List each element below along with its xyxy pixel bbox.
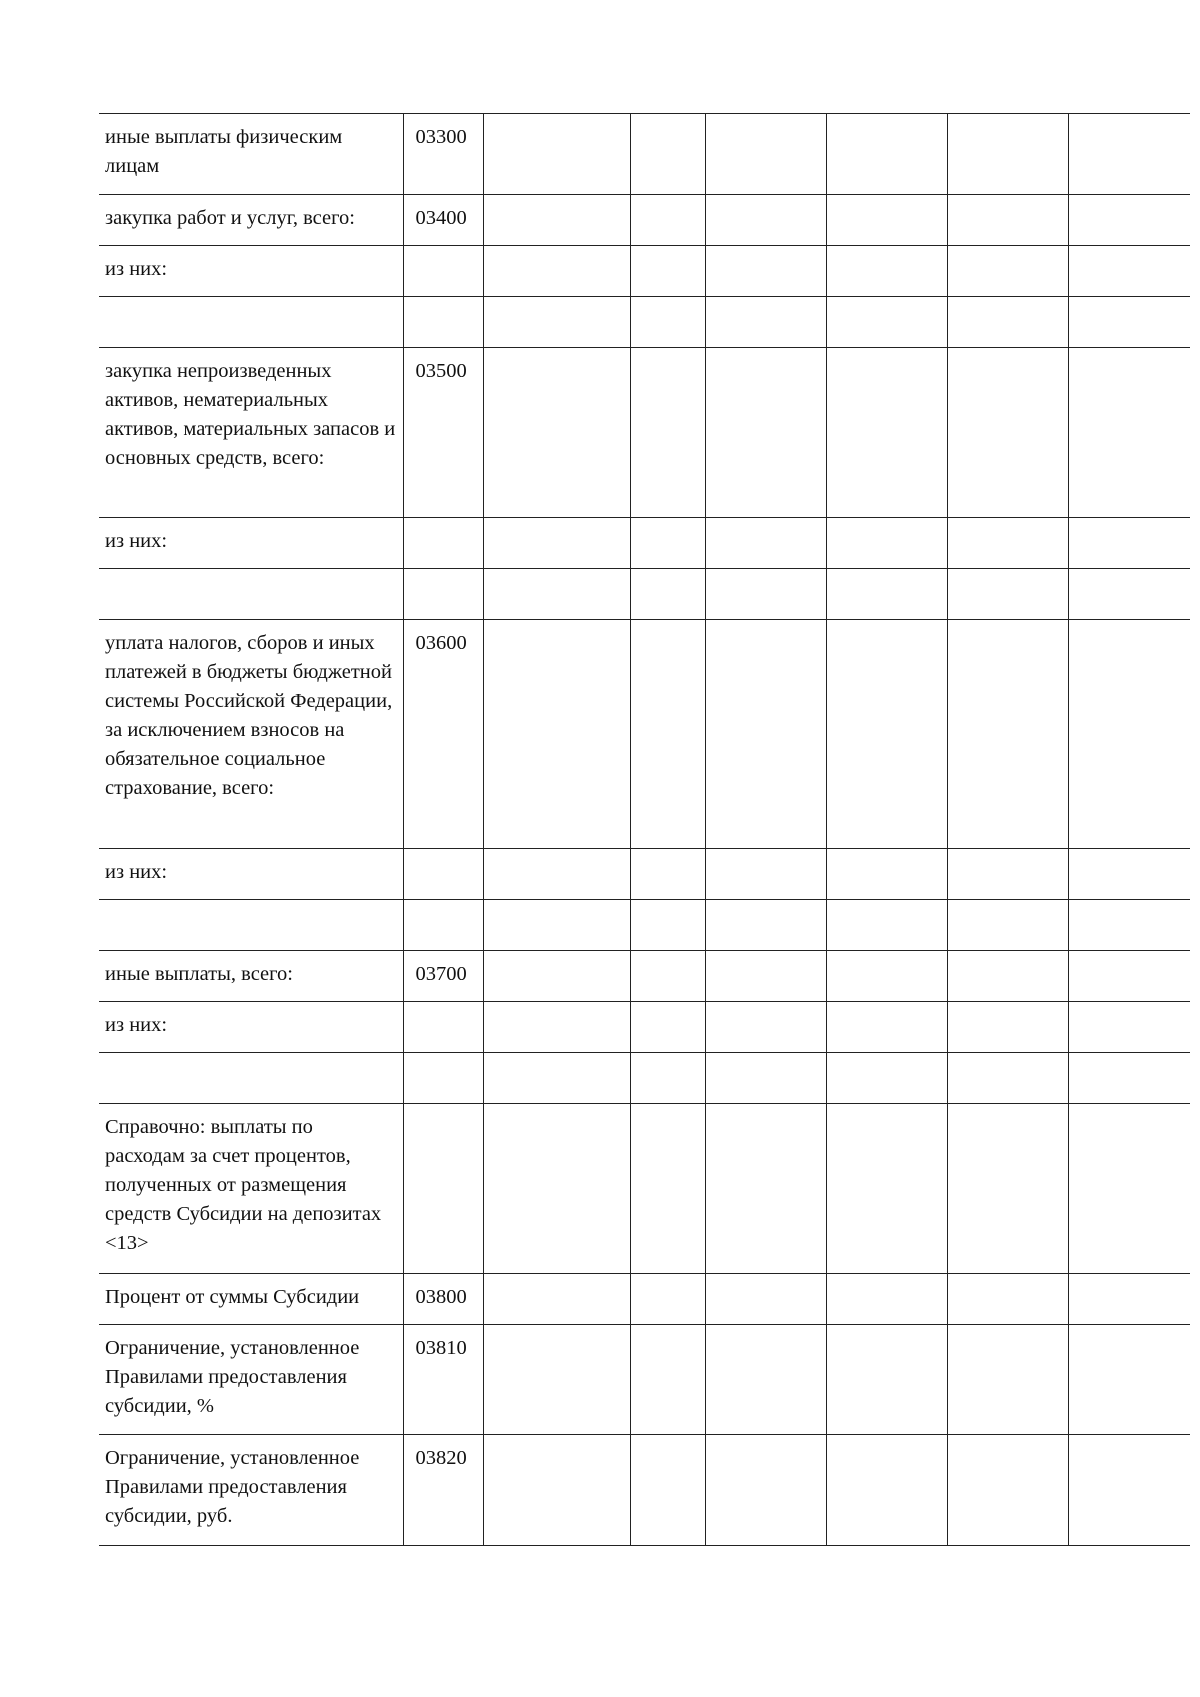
row-name-cell: иные выплаты, всего: — [99, 951, 403, 1002]
value-cell — [947, 518, 1068, 569]
row-code-cell — [403, 246, 483, 297]
value-cell — [630, 297, 705, 348]
value-cell — [630, 1274, 705, 1325]
value-cell — [630, 114, 705, 195]
value-cell — [947, 569, 1068, 620]
row-code-cell — [403, 1002, 483, 1053]
value-cell — [705, 114, 826, 195]
value-cell — [483, 1274, 630, 1325]
value-cell — [826, 849, 947, 900]
row-name-cell: из них: — [99, 849, 403, 900]
row-code-cell — [403, 849, 483, 900]
value-cell — [1068, 951, 1190, 1002]
value-cell — [1068, 1053, 1190, 1104]
row-name-cell — [99, 297, 403, 348]
value-cell — [947, 900, 1068, 951]
value-cell — [705, 297, 826, 348]
row-code-cell — [403, 569, 483, 620]
value-cell — [1068, 246, 1190, 297]
value-cell — [826, 1104, 947, 1274]
row-code-cell: 03810 — [403, 1325, 483, 1435]
row-name-cell: уплата налогов, сборов и иных платежей в бюджеты бюджетной системы Российской Федерации, за исключением взносов на обязательное социальное страхование, всего: — [99, 620, 403, 849]
value-cell — [483, 569, 630, 620]
table-row — [99, 1325, 1190, 1435]
value-cell — [630, 569, 705, 620]
row-name-cell — [99, 569, 403, 620]
row-code-cell: 03600 — [403, 620, 483, 849]
value-cell — [483, 195, 630, 246]
value-cell — [947, 1053, 1068, 1104]
value-cell — [1068, 1274, 1190, 1325]
value-cell — [947, 1325, 1068, 1435]
value-cell — [947, 620, 1068, 849]
value-cell — [705, 569, 826, 620]
value-cell — [705, 246, 826, 297]
value-cell — [483, 114, 630, 195]
value-cell — [630, 1104, 705, 1274]
value-cell — [705, 1325, 826, 1435]
table-row — [99, 1104, 1190, 1274]
value-cell — [630, 849, 705, 900]
table-row — [99, 1053, 1190, 1104]
value-cell — [947, 195, 1068, 246]
value-cell — [630, 951, 705, 1002]
table-row — [99, 569, 1190, 620]
value-cell — [947, 114, 1068, 195]
value-cell — [483, 1325, 630, 1435]
value-cell — [705, 348, 826, 518]
row-name-cell: из них: — [99, 1002, 403, 1053]
value-cell — [483, 849, 630, 900]
row-code-cell: 03800 — [403, 1274, 483, 1325]
row-name-cell: закупка работ и услуг, всего: — [99, 195, 403, 246]
value-cell — [826, 1325, 947, 1435]
value-cell — [483, 518, 630, 569]
value-cell — [826, 620, 947, 849]
table-row — [99, 114, 1190, 195]
row-name-cell: Справочно: выплаты по расходам за счет процентов, полученных от размещения средств Субсидии на депозитах <13> — [99, 1104, 403, 1274]
value-cell — [1068, 348, 1190, 518]
value-cell — [630, 1002, 705, 1053]
value-cell — [826, 951, 947, 1002]
value-cell — [630, 1325, 705, 1435]
value-cell — [947, 1274, 1068, 1325]
value-cell — [826, 900, 947, 951]
value-cell — [1068, 900, 1190, 951]
table-row — [99, 951, 1190, 1002]
value-cell — [483, 1104, 630, 1274]
value-cell — [1068, 1002, 1190, 1053]
value-cell — [705, 900, 826, 951]
value-cell — [947, 348, 1068, 518]
value-cell — [483, 1002, 630, 1053]
value-cell — [705, 1053, 826, 1104]
value-cell — [947, 1002, 1068, 1053]
row-name-cell: закупка непроизведенных активов, нематериальных активов, материальных запасов и основных средств, всего: — [99, 348, 403, 518]
value-cell — [1068, 1435, 1190, 1546]
row-code-cell — [403, 297, 483, 348]
value-cell — [1068, 569, 1190, 620]
table-body — [99, 114, 1190, 1546]
value-cell — [826, 1002, 947, 1053]
value-cell — [705, 518, 826, 569]
row-code-cell — [403, 1104, 483, 1274]
value-cell — [705, 1002, 826, 1053]
row-name-cell: из них: — [99, 246, 403, 297]
row-code-cell — [403, 1053, 483, 1104]
value-cell — [947, 849, 1068, 900]
value-cell — [630, 518, 705, 569]
value-cell — [1068, 1104, 1190, 1274]
table-row — [99, 900, 1190, 951]
value-cell — [705, 1435, 826, 1546]
value-cell — [1068, 114, 1190, 195]
table-row — [99, 620, 1190, 849]
row-code-cell: 03700 — [403, 951, 483, 1002]
value-cell — [630, 1053, 705, 1104]
report-table — [99, 113, 1190, 1546]
row-name-cell: иные выплаты физическим лицам — [99, 114, 403, 195]
table-row — [99, 246, 1190, 297]
value-cell — [947, 1104, 1068, 1274]
table-row — [99, 1002, 1190, 1053]
row-name-cell — [99, 900, 403, 951]
value-cell — [705, 951, 826, 1002]
value-cell — [630, 348, 705, 518]
value-cell — [630, 620, 705, 849]
value-cell — [630, 246, 705, 297]
row-name-cell — [99, 1053, 403, 1104]
value-cell — [826, 1274, 947, 1325]
value-cell — [705, 195, 826, 246]
table-row — [99, 849, 1190, 900]
value-cell — [630, 900, 705, 951]
table-row — [99, 348, 1190, 518]
value-cell — [1068, 620, 1190, 849]
value-cell — [1068, 849, 1190, 900]
value-cell — [1068, 518, 1190, 569]
value-cell — [705, 620, 826, 849]
row-name-cell: Ограничение, установленное Правилами предоставления субсидии, руб. — [99, 1435, 403, 1546]
value-cell — [826, 518, 947, 569]
row-code-cell: 03300 — [403, 114, 483, 195]
value-cell — [630, 1435, 705, 1546]
row-name-cell: Ограничение, установленное Правилами предоставления субсидии, % — [99, 1325, 403, 1435]
row-code-cell — [403, 900, 483, 951]
table-row — [99, 1274, 1190, 1325]
value-cell — [483, 297, 630, 348]
value-cell — [826, 1053, 947, 1104]
row-name-cell: Процент от суммы Субсидии — [99, 1274, 403, 1325]
value-cell — [483, 1053, 630, 1104]
row-code-cell: 03500 — [403, 348, 483, 518]
value-cell — [630, 195, 705, 246]
table-row — [99, 518, 1190, 569]
value-cell — [1068, 297, 1190, 348]
row-code-cell — [403, 518, 483, 569]
value-cell — [483, 951, 630, 1002]
value-cell — [947, 246, 1068, 297]
value-cell — [826, 246, 947, 297]
value-cell — [947, 951, 1068, 1002]
value-cell — [826, 1435, 947, 1546]
value-cell — [826, 195, 947, 246]
value-cell — [483, 900, 630, 951]
table-row — [99, 195, 1190, 246]
row-code-cell: 03820 — [403, 1435, 483, 1546]
value-cell — [1068, 195, 1190, 246]
value-cell — [705, 849, 826, 900]
value-cell — [705, 1104, 826, 1274]
value-cell — [483, 246, 630, 297]
value-cell — [826, 348, 947, 518]
row-name-cell: из них: — [99, 518, 403, 569]
value-cell — [483, 348, 630, 518]
value-cell — [705, 1274, 826, 1325]
value-cell — [826, 297, 947, 348]
table-row — [99, 1435, 1190, 1546]
value-cell — [483, 620, 630, 849]
value-cell — [1068, 1325, 1190, 1435]
value-cell — [947, 1435, 1068, 1546]
value-cell — [483, 1435, 630, 1546]
value-cell — [826, 569, 947, 620]
table-row — [99, 297, 1190, 348]
row-code-cell: 03400 — [403, 195, 483, 246]
value-cell — [826, 114, 947, 195]
value-cell — [947, 297, 1068, 348]
